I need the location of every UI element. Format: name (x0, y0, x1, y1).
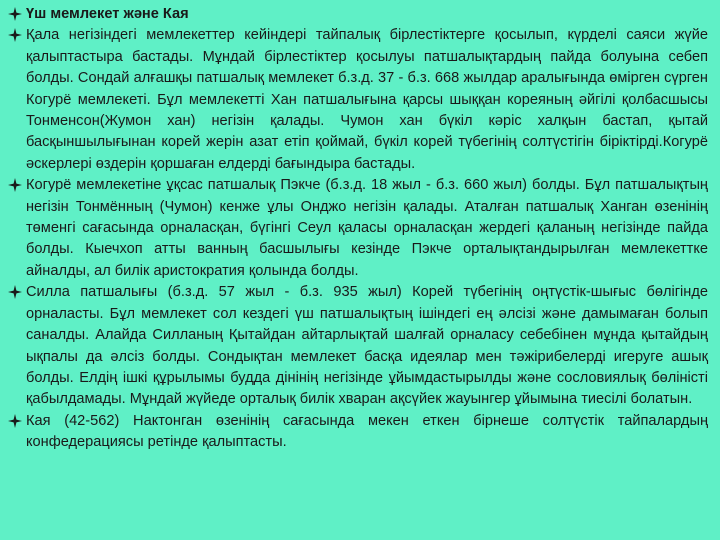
bullet-item-title (8, 4, 708, 25)
star-bullet-icon (8, 411, 26, 428)
bullet-item-silla (8, 282, 708, 410)
paragraph-gaya: Кая (42-562) Нактонган өзенінің сағасында мекен еткен бірнеше солтүстік тайпалардың конфедерациясы ретінде қалыптасты. (26, 412, 708, 451)
bullet-item-goguryeo (8, 25, 708, 175)
bullet-item-baekje (8, 175, 708, 282)
section-title: Үш мемлекет және Кая (26, 6, 189, 22)
paragraph-baekje: Когурё мемлекетіне ұқсас патшалық Пэкче (б.з.д. 18 жыл - б.з. 660 жыл) болды. Бұл патшалықтың негізін Тонмённың (Чумон) кенже ұлы Онджо негізін қалады. Аталған патшалық Ханган өзенінің төменгі сағасында орналасқан, бүгінгі Сеул қаласы орналасқан жердегі қаланың негізінде пайда болды. Кыечхоп атты ванның басшылығы кезінде Пэкче орталықтандырылған мемлекеттке айналды, ал билік аристократия қолында болды. (26, 177, 708, 279)
bullet-item-gaya (8, 411, 708, 454)
star-bullet-icon (8, 282, 26, 299)
star-bullet-icon (8, 175, 26, 192)
paragraph-goguryeo: Қала негізіндегі мемлекеттер кейіндері тайпалық бірлестіктерге қосылып, күрделі саяси жүйе қалыптастыра бастады. Мұндай бірлестіктер қосылуы патшалықтардың пайда болуына себеп болды. Сондай алғашқы патшалық мемлекет б.з.д. 37 - б.з. 668 жылдар аралығында өмірген сүрген Когурё мемлекеті. Бұл мемлекетті Хан патшалығына қарсы шыққан кореяның әйгілі қолбасшысы Тонменсон(Жумон хан) негізін қалады. Чумон хан бүкіл кәріс халқын бастап, қытай басқыншылығынан корей жерін азат етіп қоймай, бүкіл корей түбегінің солтүстігін біріктірді.Когурё әскерлері өздерін қоршаған елдерді бағындыра бастады. (26, 27, 708, 172)
star-bullet-icon (8, 4, 26, 21)
paragraph-silla: Силла патшалығы (б.з.д. 57 жыл - б.з. 935 жыл) Корей түбегінің оңтүстік-шығыс бөлігінде орналасты. Бұл мемлекет сол кездегі үш патшалықтың ішіндегі ең әлсізі және дамымаған болып саналды. Алайда Силланың Қытайдан айтарлықтай шалғай орналасу себебінен мұнда қытайдың ықпалы да әлсіз болды. Сондықтан мемлекет басқа идеялар мен тәжірибелерді игеруге ашық болды. Елдің ішкі құрылымы будда дінінің негізінде ұйымдастырылды және сословиялық бөліністі қабылдамады. Мұндай жүйеде орталық билік хваран ақсүйек жауынгер ұйымына тиесілі болатын. (26, 284, 708, 408)
star-bullet-icon (8, 25, 26, 42)
